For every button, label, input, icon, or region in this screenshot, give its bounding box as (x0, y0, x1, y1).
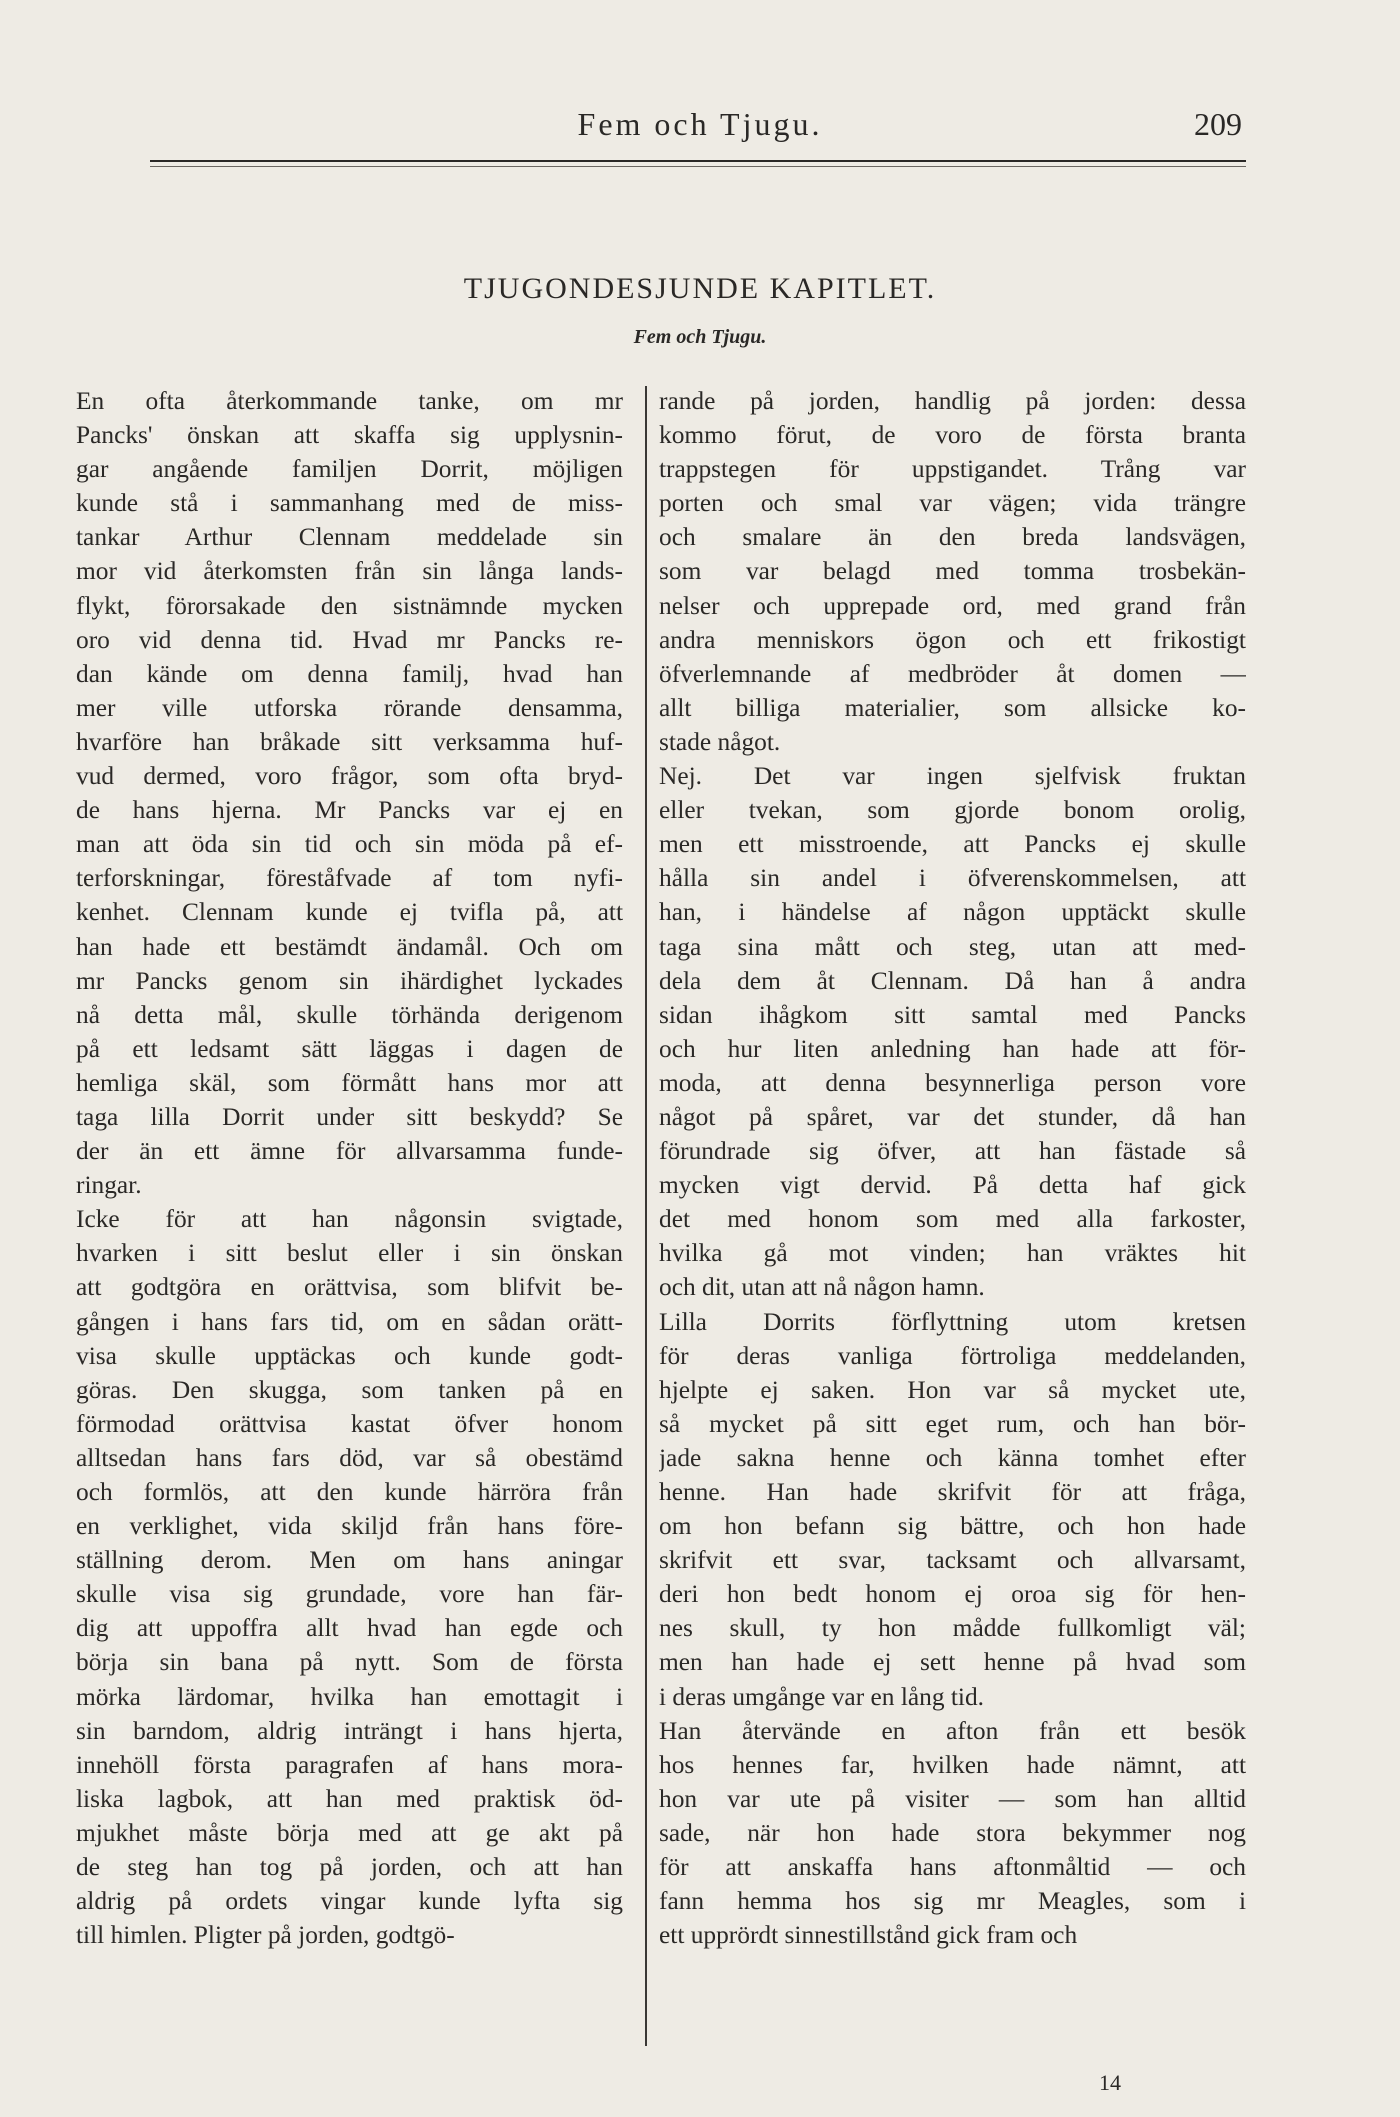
text-line: deri hon bedt honom ej oroa sig för hen- (659, 1580, 1246, 1609)
text-line: så mycket på sitt eget rum, och han bör- (659, 1409, 1246, 1438)
text-line: som var belagd med tomma trosbekän- (659, 557, 1246, 586)
text-line: terforskningar, föreståfvade af tom nyfi- (76, 864, 623, 893)
text-line: börja sin bana på nytt. Som de första (76, 1648, 623, 1677)
text-line: innehöll första paragrafen af hans mora- (76, 1750, 623, 1779)
header-rule (150, 160, 1246, 162)
text-line: mor vid återkomsten från sin långa lands- (76, 557, 623, 586)
text-line: Han återvände en afton från ett besök (659, 1716, 1246, 1745)
text-line: oro vid denna tid. Hvad mr Pancks re- (76, 625, 623, 654)
text-line: i deras umgånge var en lång tid. (659, 1682, 985, 1711)
text-line: rande på jorden, handlig på jorden: dessa (659, 387, 1246, 415)
running-title: Fem och Tjugu. (577, 106, 823, 142)
text-line: det med honom som med alla farkoster, (659, 1205, 1246, 1234)
text-line: sidan ihågkom sitt samtal med Pancks (659, 1000, 1246, 1029)
text-line: skrifvit ett svar, tacksamt och allvarsamt, (659, 1546, 1246, 1575)
text-line: att godtgöra en orättvisa, som blifvit be- (76, 1273, 623, 1302)
text-line: hålla sin andel i öfverenskommelsen, att (659, 864, 1246, 893)
text-line: en verklighet, vida skiljd från hans före- (76, 1512, 623, 1541)
text-line: taga lilla Dorrit under sitt beskydd? Se (76, 1102, 623, 1131)
text-line: skulle visa sig grundade, vore han fär- (76, 1580, 623, 1609)
text-line: på ett ledsamt sätt läggas i dagen de (76, 1034, 623, 1063)
text-line: trappstegen för uppstigandet. Trång var (659, 455, 1246, 484)
page-number: 209 (1194, 106, 1242, 142)
text-line: göras. Den skugga, som tanken på en (76, 1375, 623, 1404)
text-line: allt billiga materialier, som allsicke ko- (659, 693, 1246, 722)
text-line: och hur liten anledning han hade att för- (659, 1034, 1246, 1063)
text-line: nå detta mål, skulle törhända derigenom (76, 1000, 623, 1029)
text-line: flykt, förorsakade den sistnämnde mycken (76, 591, 623, 620)
text-line: eller tvekan, som gjorde bonom orolig, (659, 796, 1246, 825)
text-line: nes skull, ty hon mådde fullkomligt väl; (659, 1614, 1246, 1643)
chapter-title: TJUGONDESJUNDE KAPITLET. (463, 272, 937, 305)
signature-mark: 14 (1099, 2070, 1121, 2095)
text-line: han, i händelse af någon upptäckt skulle (659, 898, 1246, 927)
text-line: ställning derom. Men om hans aningar (76, 1546, 623, 1575)
text-line: hjelpte ej saken. Hon var så mycket ute, (659, 1375, 1246, 1404)
text-line: hemliga skäl, som förmått hans mor att (76, 1068, 623, 1097)
text-line: och formlös, att den kunde härröra från (76, 1478, 623, 1506)
text-line: jade sakna henne och känna tomhet efter (659, 1443, 1246, 1472)
text-line: ett upprördt sinnestillstånd gick fram och (659, 1921, 1078, 1950)
text-line: stade något. (659, 727, 781, 756)
text-line: men ett misstroende, att Pancks ej skulle (659, 830, 1246, 859)
text-line: de hans hjerna. Mr Pancks var ej en (76, 796, 623, 825)
text-line: vud dermed, voro frågor, som ofta bryd- (76, 762, 623, 791)
text-line: de steg han tog på jorden, och att han (76, 1853, 623, 1882)
right-text-column (659, 384, 1246, 1952)
text-line: aldrig på ordets vingar kunde lyfta sig (76, 1887, 623, 1916)
text-line: hvarken i sitt beslut eller i sin önskan (76, 1239, 623, 1268)
text-line: porten och smal var vägen; vida trängre (659, 489, 1246, 518)
text-line: och dit, utan att nå någon hamn. (659, 1273, 985, 1302)
text-line: Nej. Det var ingen sjelfvisk fruktan (659, 762, 1246, 791)
text-line: kenhet. Clennam kunde ej tvifla på, att (76, 898, 623, 927)
text-line: visa skulle upptäckas och kunde godt- (76, 1341, 623, 1370)
header-rule-thin (150, 166, 1246, 167)
text-line: och smalare än den breda landsvägen, (659, 523, 1246, 552)
text-line: sin barndom, aldrig inträngt i hans hjerta, (76, 1716, 623, 1745)
text-line: dan kände om denna familj, hvad han (76, 659, 623, 688)
text-line: mörka lärdomar, hvilka han emottagit i (76, 1682, 623, 1711)
text-line: fann hemma hos sig mr Meagles, som i (659, 1887, 1246, 1916)
text-line: andra menniskors ögon och ett frikostigt (659, 625, 1246, 654)
text-line: men han hade ej sett henne på hvad som (659, 1648, 1246, 1677)
text-line: mr Pancks genom sin ihärdighet lyckades (76, 966, 623, 995)
column-divider (645, 386, 647, 2046)
text-line: gar angående familjen Dorrit, möjligen (76, 455, 623, 484)
text-line: hos hennes far, hvilken hade nämnt, att (659, 1750, 1246, 1779)
running-head (0, 106, 1400, 152)
text-line: mycken vigt dervid. På detta haf gick (659, 1171, 1246, 1200)
text-line: hvarföre han bråkade sitt verksamma huf- (76, 727, 623, 756)
text-line: henne. Han hade skrifvit för att fråga, (659, 1478, 1246, 1506)
text-line: tankar Arthur Clennam meddelade sin (76, 523, 623, 552)
text-line: sade, när hon hade stora bekymmer nog (659, 1818, 1246, 1847)
text-line: nelser och upprepade ord, med grand från (659, 591, 1246, 620)
text-line: moda, att denna besynnerliga person vore (659, 1068, 1246, 1097)
text-line: man att öda sin tid och sin möda på ef- (76, 830, 623, 859)
text-line: förmodad orättvisa kastat öfver honom (76, 1409, 623, 1438)
text-line: mer ville utforska rörande densamma, (76, 693, 623, 722)
text-line: En ofta återkommande tanke, om mr (76, 387, 623, 415)
text-line: ringar. (76, 1171, 142, 1200)
text-line: gången i hans fars tid, om en sådan orätt- (76, 1307, 623, 1336)
text-line: hon var ute på visiter — som han alltid (659, 1784, 1246, 1813)
text-line: förundrade sig öfver, att han fästade så (659, 1137, 1246, 1166)
text-line: hvilka gå mot vinden; han vräktes hit (659, 1239, 1246, 1268)
left-text-column (76, 384, 623, 1952)
text-line: något på spåret, var det stunder, då han (659, 1102, 1246, 1131)
text-line: der än ett ämne för allvarsamma funde- (76, 1137, 623, 1166)
text-line: öfverlemnande af medbröder åt domen — (659, 659, 1246, 688)
text-line: för att anskaffa hans aftonmåltid — och (659, 1853, 1246, 1882)
text-line: kommo förut, de voro de första branta (659, 421, 1246, 450)
text-line: alltsedan hans fars död, var så obestämd (76, 1443, 623, 1472)
chapter-subtitle: Fem och Tjugu. (633, 326, 767, 348)
text-line: Pancks' önskan att skaffa sig upplysnin- (76, 421, 623, 450)
text-line: liska lagbok, att han med praktisk öd- (76, 1784, 623, 1813)
text-line: taga sina mått och steg, utan att med- (659, 932, 1246, 961)
text-line: Icke för att han någonsin svigtade, (76, 1205, 623, 1234)
text-line: dela dem åt Clennam. Då han å andra (659, 966, 1246, 995)
text-line: mjukhet måste börja med att ge akt på (76, 1818, 623, 1847)
text-line: till himlen. Pligter på jorden, godtgö- (76, 1921, 455, 1950)
text-line: dig att uppoffra allt hvad han egde och (76, 1614, 623, 1643)
text-line: Lilla Dorrits förflyttning utom kretsen (659, 1307, 1246, 1336)
text-line: om hon befann sig bättre, och hon hade (659, 1512, 1246, 1541)
text-line: han hade ett bestämdt ändamål. Och om (76, 932, 623, 961)
text-line: för deras vanliga förtroliga meddelanden, (659, 1341, 1246, 1370)
text-line: kunde stå i sammanhang med de miss- (76, 489, 623, 518)
